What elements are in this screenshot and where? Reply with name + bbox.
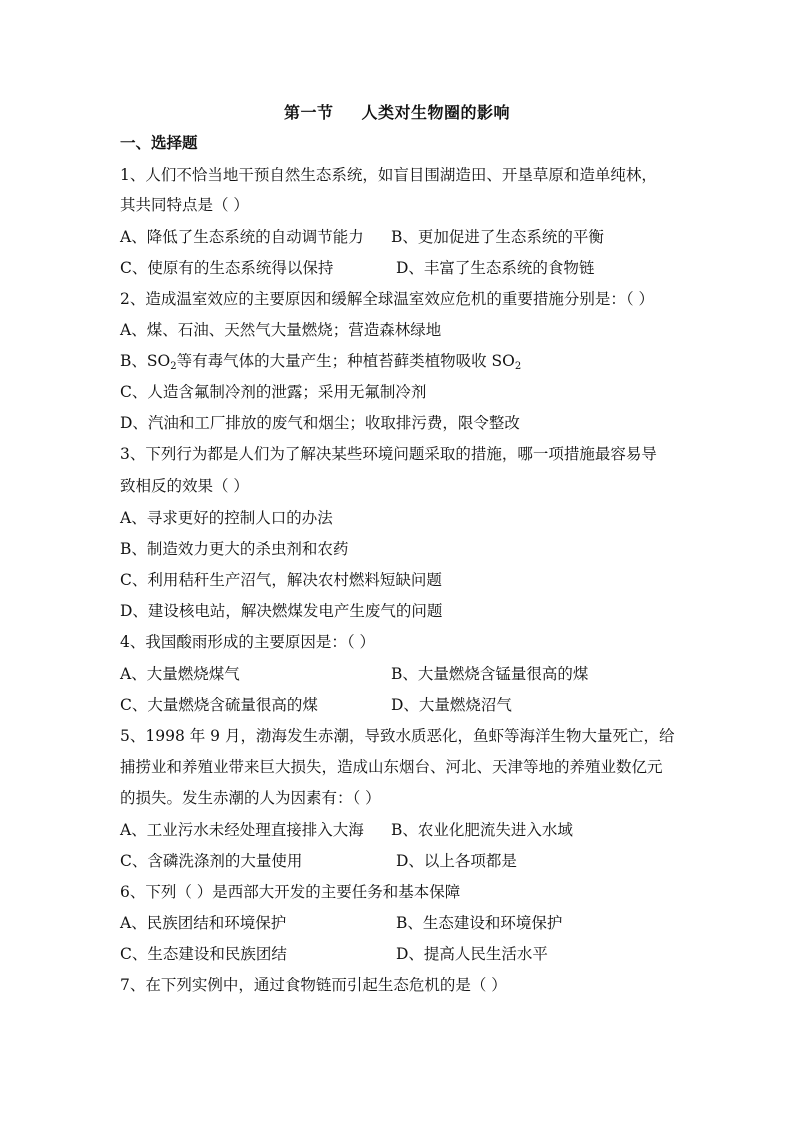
q5-stem-line2: 捕捞业和养殖业带来巨大损失，造成山东烟台、河北、天津等地的养殖业数亿元	[120, 758, 663, 776]
q7-stem: 7、在下列实例中，通过食物链而引起生态危机的是（ ）	[120, 976, 507, 994]
q4-options-row2	[120, 695, 512, 715]
q1-option-b: B、更加促进了生态系统的平衡	[391, 228, 604, 246]
q4-stem: 4、我国酸雨形成的主要原因是：（ ）	[120, 633, 376, 651]
q2-stem: 2、造成温室效应的主要原因和缓解全球温室效应危机的重要措施分别是：（ ）	[120, 290, 655, 308]
q6-option-a: A、民族团结和环境保护	[120, 914, 287, 932]
q2-option-b: B、$SO_2$等有毒气体的大量产生；种植苔藓类植物吸收 $SO_2$	[120, 352, 522, 372]
q5-stem-line3: 的损失。发生赤潮的人为因素有：（ ）	[120, 789, 381, 807]
q1-options-row2	[120, 258, 595, 278]
q5-options-row2	[120, 851, 517, 871]
q1-option-c: C、使原有的生态系统得以保持	[120, 259, 334, 277]
q1-option-d: D、丰富了生态系统的食物链	[396, 259, 595, 277]
q6-options-row1	[120, 913, 563, 933]
q5-stem-line1: 5、1998 年 9 月，渤海发生赤潮，导致水质恶化，鱼虾等海洋生物大量死亡，给	[120, 727, 675, 745]
q4-options-row1	[120, 664, 589, 684]
title-section-number: 第一节	[283, 103, 334, 122]
q2-option-c: C、人造含氟制冷剂的泄露；采用无氟制冷剂	[120, 383, 427, 401]
q5-options-row1	[120, 820, 573, 840]
q3-option-a: A、寻求更好的控制人口的办法	[120, 509, 333, 527]
q6-option-c: C、生态建设和民族团结	[120, 945, 287, 963]
q4-option-a: A、大量燃烧煤气	[120, 665, 240, 683]
q6-stem: 6、下列（ ）是西部大开发的主要任务和基本保障	[120, 883, 461, 901]
q6-option-d: D、提高人民生活水平	[396, 945, 548, 963]
q5-option-d: D、以上各项都是	[396, 852, 517, 870]
q3-option-b: B、制造效力更大的杀虫剂和农药	[120, 540, 349, 558]
page-title	[0, 100, 794, 123]
q3-stem-line2: 致相反的效果（ ）	[120, 477, 249, 495]
q1-stem-line1: 1、人们不恰当地干预自然生态系统，如盲目围湖造田、开垦草原和造单纯林，	[120, 166, 657, 184]
q1-options-row1	[120, 227, 604, 247]
q5-option-b: B、农业化肥流失进入水域	[391, 821, 573, 839]
q1-stem-line2: 其共同特点是（ ）	[120, 196, 249, 214]
section-heading: 一、选择题	[120, 133, 198, 152]
q3-option-c: C、利用秸秆生产沼气，解决农村燃料短缺问题	[120, 571, 442, 589]
q1-option-a: A、降低了生态系统的自动调节能力	[120, 228, 364, 246]
q5-option-c: C、含磷洗涤剂的大量使用	[120, 852, 303, 870]
q5-option-a: A、工业污水未经处理直接排入大海	[120, 821, 364, 839]
q4-option-d: D、大量燃烧沼气	[391, 696, 512, 714]
q6-option-b: B、生态建设和环境保护	[396, 914, 563, 932]
title-topic: 人类对生物圈的影响	[361, 103, 511, 122]
q4-option-c: C、大量燃烧含硫量很高的煤	[120, 696, 318, 714]
q3-stem-line1: 3、下列行为都是人们为了解决某些环境问题采取的措施，哪一项措施最容易导	[120, 445, 657, 463]
q2-option-d: D、汽油和工厂排放的废气和烟尘；收取排污费，限令整改	[120, 414, 520, 432]
q2-option-a: A、煤、石油、天然气大量燃烧；营造森林绿地	[120, 321, 442, 339]
q4-option-b: B、大量燃烧含锰量很高的煤	[391, 665, 589, 683]
q3-option-d: D、建设核电站，解决燃煤发电产生废气的问题	[120, 602, 443, 620]
q6-options-row2	[120, 944, 548, 964]
